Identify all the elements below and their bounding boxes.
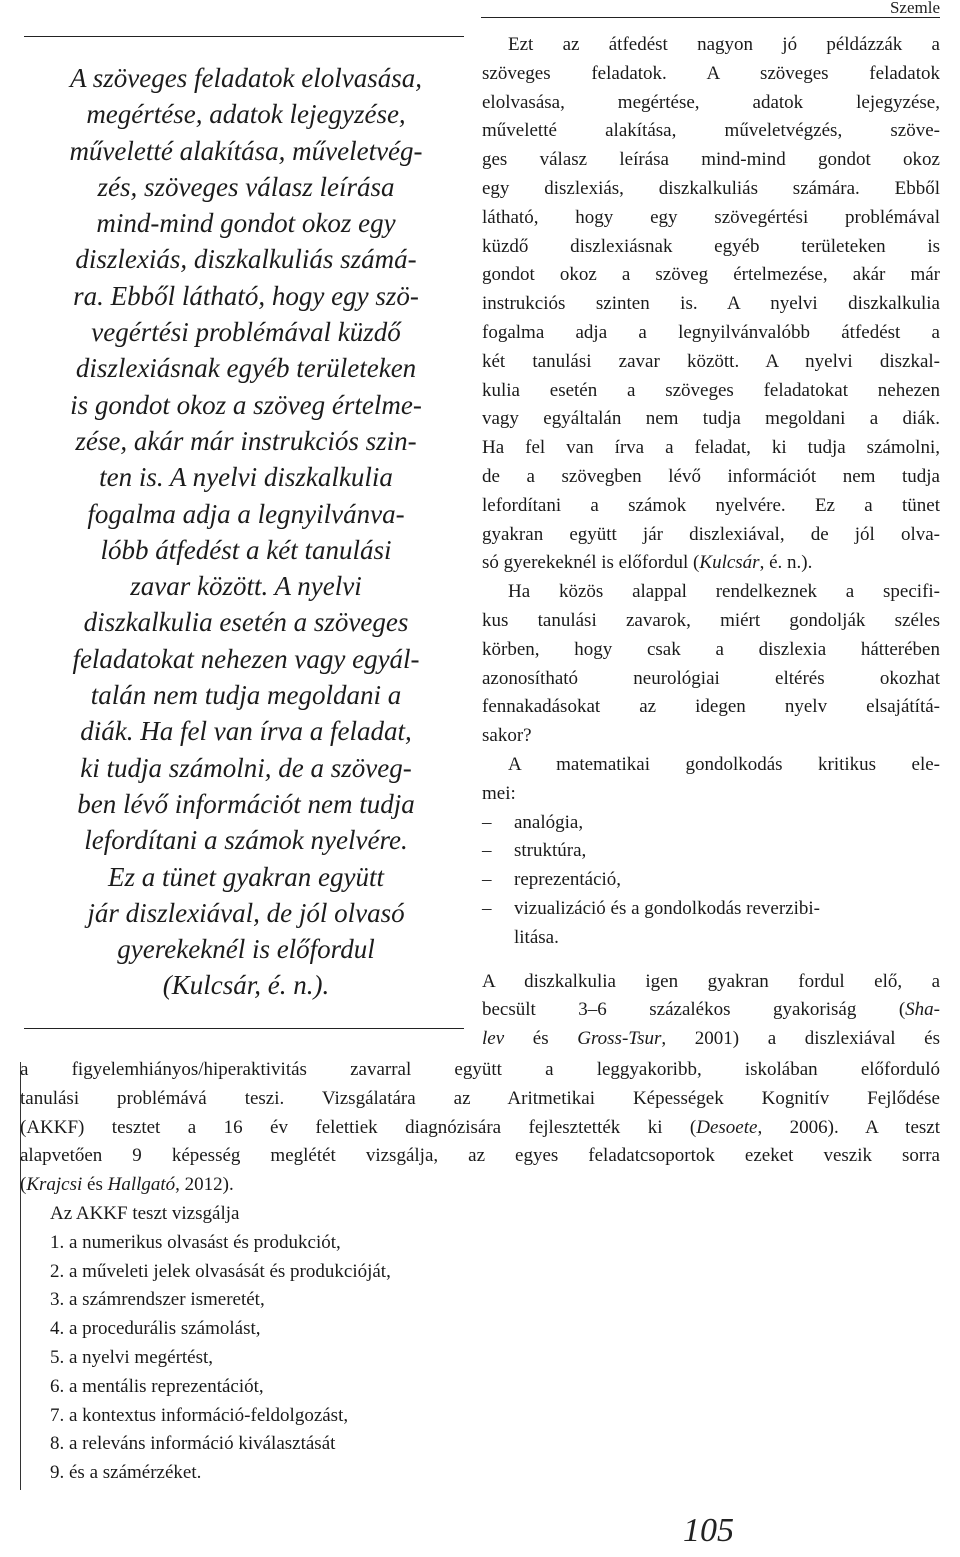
paragraph — [482, 968, 940, 1054]
list-item: 6. a mentális reprezentációt, — [50, 1375, 264, 1397]
text-run: , 2012). — [175, 1174, 234, 1196]
dash-list-item: – reprezentáció, — [482, 866, 940, 895]
pullquote-line: talán nem tudja megoldani a — [90, 680, 402, 711]
pull-quote — [26, 60, 466, 1004]
citation: lev — [482, 1028, 505, 1050]
dash-list-item-continuation: litása. — [514, 926, 559, 948]
list-item: 9. és a számérzéket. — [50, 1462, 202, 1484]
pullquote-line: műveletté alakítása, műveletvég- — [69, 135, 423, 166]
text-line: szöveges feladatok. A szöveges feladatok — [482, 62, 940, 84]
list-item: 1. a numerikus olvasást és produkciót, — [50, 1231, 341, 1253]
paragraph — [482, 751, 940, 809]
text-run: , 2001) a diszlexiával és — [661, 1028, 940, 1050]
pullquote-line: jár diszlexiával, de jól olvasó — [87, 897, 405, 928]
text-line: a figyelemhiányos/hiperaktivitás zavarral együtt a leggyakoribb, iskolában előforduló — [20, 1059, 940, 1080]
text-line: azonosítható neurológiai eltérés okozhat — [482, 667, 940, 689]
pullquote-top-rule — [24, 36, 464, 37]
text-line: sakor? — [482, 725, 532, 747]
pullquote-line: gyerekeknél is előfordul — [117, 934, 375, 965]
pullquote-line: lóbb átfedést a két tanulási — [100, 534, 392, 565]
pullquote-line: diszlexiás, diszkalkuliás számá- — [75, 244, 417, 275]
text-line: Ezt az átfedést nagyon jó példázzák a — [508, 34, 940, 55]
full-width-text — [20, 1056, 940, 1200]
right-column — [482, 31, 940, 1054]
text-run: só gyerekeknél is előfordul ( — [482, 552, 700, 574]
citation: Gross-Tsur — [577, 1028, 662, 1050]
text-run: és — [504, 1028, 578, 1050]
text-line — [482, 1025, 940, 1054]
text-line: alapvetően 9 képesség meglétét vizsgálja, az egyes feladatcsoportok ezeket veszik sorra — [20, 1145, 940, 1167]
text-line: elolvasása, megértése, adatok lejegyzése, — [482, 91, 940, 113]
pullquote-line: zés, szöveges válasz leírása — [97, 171, 395, 202]
text-run: , 2006). A teszt — [757, 1116, 940, 1138]
text-line: látható, hogy egy szövegértési problémával — [482, 206, 940, 228]
text-line: egy diszlexiás, diszkalkuliás számára. Ebből — [482, 177, 940, 199]
pullquote-line: is gondot okoz a szöveg értelme- — [70, 389, 422, 420]
text-line: lefordítani a számok nyelvére. Ez a tünet — [482, 494, 940, 516]
text-line — [20, 1114, 940, 1143]
text-run: (AKKF) tesztet a 16 év felettiek diagnózisára fejlesztették ki ( — [20, 1116, 697, 1138]
citation: Sha- — [905, 999, 940, 1021]
pullquote-line: (Kulcsár, é. n.). — [162, 970, 330, 1001]
text-line: körben, hogy csak a diszlexia hátterében — [482, 638, 940, 660]
paragraph — [482, 31, 940, 578]
text-line: instrukciós szinten is. A nyelvi diszkalkulia — [482, 293, 940, 315]
text-line — [20, 1171, 940, 1200]
text-line: mei: — [482, 782, 516, 804]
pullquote-line: diszkalkulia esetén a szöveges — [83, 607, 409, 638]
spacer — [482, 953, 940, 968]
page-number: 105 — [683, 1512, 734, 1549]
pullquote-line: ra. Ebből látható, hogy egy szö- — [73, 280, 419, 311]
text-line — [482, 996, 940, 1025]
citation: Desoete — [696, 1116, 758, 1138]
pullquote-line: mind-mind gondot okoz egy — [96, 208, 396, 239]
list-item: 2. a műveleti jelek olvasását és produkcióját, — [50, 1260, 391, 1282]
pullquote-line: Ez a tünet gyakran együtt — [108, 861, 384, 892]
text-line: vagy egyáltalán nem tudja megoldani a diák. — [482, 408, 940, 430]
text-line: Ha közös alappal rendelkeznek a specifi- — [508, 581, 940, 603]
pullquote-line: A szöveges feladatok elolvasása, — [70, 63, 422, 93]
text-line: fogalma adja a legnyilvánvalóbb átfedést a — [482, 321, 940, 343]
text-line: Ha fel van írva a feladat, ki tudja számolni, — [482, 437, 940, 459]
text-line: műveletté alakítása, műveletvégzés, szöve- — [482, 120, 940, 142]
text-run: becsült 3–6 százalékos gyakoriság ( — [482, 999, 906, 1021]
dash-list — [482, 809, 940, 953]
list-item: 4. a procedurális számolást, — [50, 1318, 261, 1340]
dash-list-item: – struktúra, — [482, 837, 940, 866]
pullquote-line: ben lévő információt nem tudja — [77, 788, 415, 819]
text-line: A matematikai gondolkodás kritikus ele- — [508, 753, 940, 775]
pullquote-line: ten is. A nyelvi diszkalkulia — [99, 462, 393, 493]
list-item: 8. a releváns információ kiválasztását — [50, 1433, 336, 1455]
text-line: A diszkalkulia igen gyakran fordul elő, a — [482, 970, 940, 992]
text-line: két tanulási zavar között. A nyelvi diszkal- — [482, 350, 940, 372]
dash-list-item: – analógia, — [482, 809, 940, 838]
pullquote-bottom-rule — [24, 1028, 464, 1029]
header-rule — [481, 17, 940, 18]
text-run: és — [82, 1174, 108, 1196]
text-line: ges válasz leírása mind-mind gondot okoz — [482, 149, 940, 171]
section-label: Szemle — [889, 0, 940, 17]
pullquote-line: zavar között. A nyelvi — [130, 571, 362, 602]
pullquote-line: megértése, adatok lejegyzése, — [86, 99, 406, 130]
akkf-list — [50, 1200, 391, 1488]
text-line — [482, 549, 940, 578]
citation: Krajcsi — [26, 1174, 83, 1196]
text-line: de a szövegben lévő információt nem tudja — [482, 465, 940, 487]
dash-list-item: – vizualizáció és a gondolkodás reverzibi- — [482, 895, 940, 924]
list-item: 3. a számrendszer ismeretét, — [50, 1289, 265, 1311]
pullquote-line: ki tudja számolni, de a szöveg- — [80, 752, 412, 783]
text-line: kulia esetén a szöveges feladatokat nehezen — [482, 379, 940, 401]
text-line: gyakran együtt jár diszlexiával, de jól olva- — [482, 523, 940, 545]
text-run: , é. n.). — [759, 552, 813, 574]
pullquote-line: vegértési problémával küzdő — [91, 317, 401, 348]
text-line: fennakadásokat az idegen nyelv elsajátítá- — [482, 696, 940, 718]
text-line: küzdő diszlexiásnak egyéb területeken is — [482, 235, 940, 257]
pullquote-line: diszlexiásnak egyéb területeken — [75, 353, 417, 384]
pullquote-line: zése, akár már instrukciós szin- — [75, 425, 417, 456]
list-item: 5. a nyelvi megértést, — [50, 1346, 214, 1368]
citation: Kulcsár — [699, 552, 760, 574]
text-line: kus tanulási zavarok, miért gondolják széles — [482, 609, 940, 631]
text-line: tanulási problémává teszi. Vizsgálatára az Aritmetikai Képességek Kognitív Fejlődése — [20, 1087, 940, 1109]
text-run: ( — [20, 1174, 27, 1196]
citation: Hallgató — [107, 1174, 176, 1196]
pullquote-line: fogalma adja a legnyilvánva- — [87, 498, 405, 529]
paragraph — [482, 578, 940, 751]
pullquote-line: lefordítani a számok nyelvére. — [84, 825, 408, 856]
pullquote-line: diák. Ha fel van írva a feladat, — [80, 716, 412, 747]
pullquote-line: feladatokat nehezen vagy egyál- — [72, 643, 420, 674]
text-line: gondot okoz a szöveg értelmezése, akár már — [482, 264, 940, 286]
list-item: 7. a kontextus információ-feldolgozást, — [50, 1404, 349, 1426]
list-intro: Az AKKF teszt vizsgálja — [50, 1203, 240, 1224]
